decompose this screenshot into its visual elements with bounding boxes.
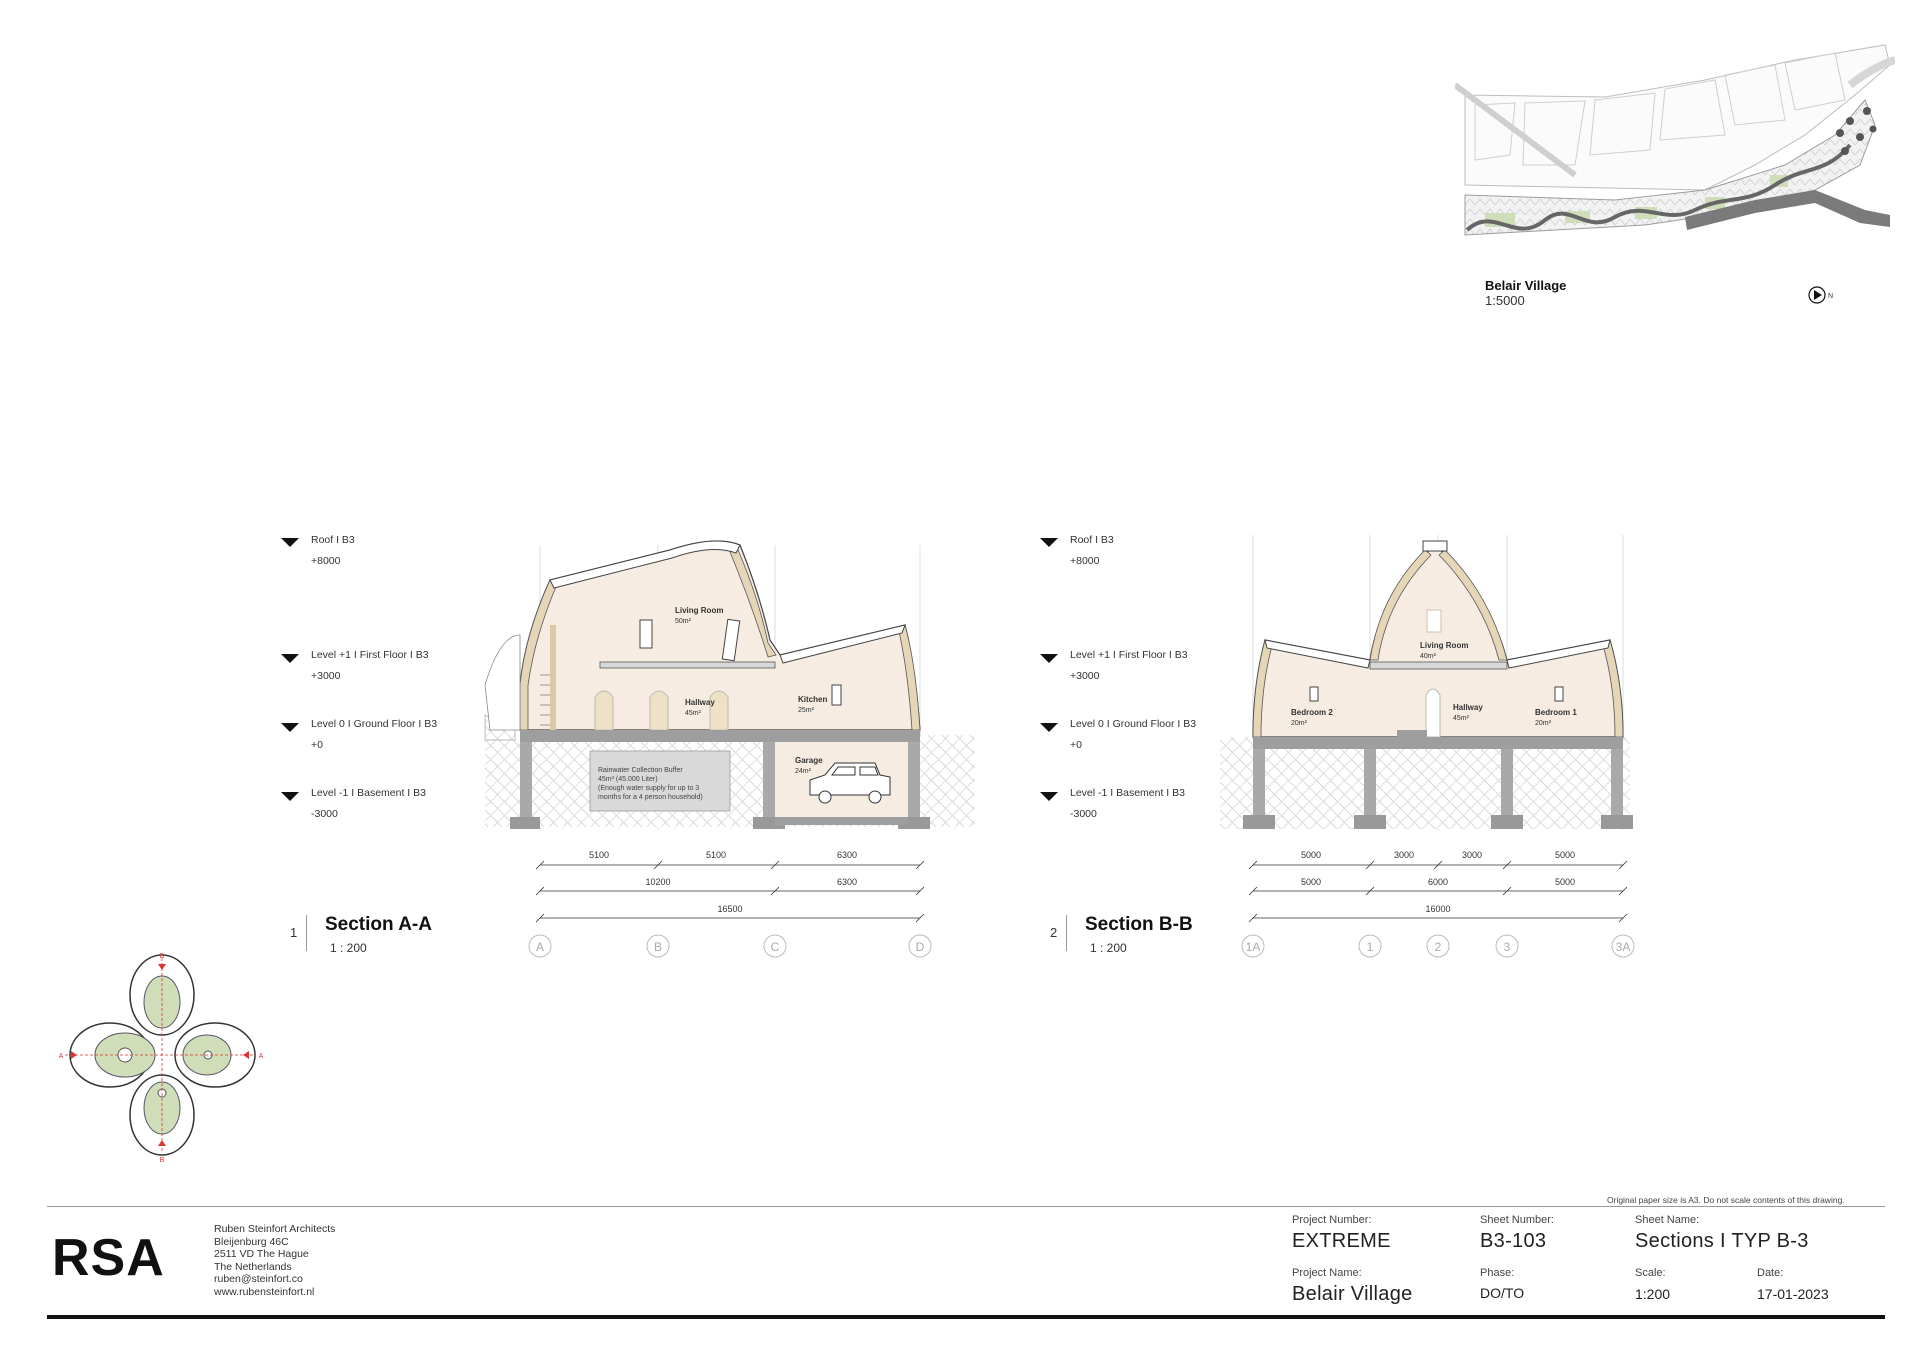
room-hallway-a: Hallway <box>685 698 715 707</box>
firm-street: Bleijenburg 46C <box>214 1235 289 1248</box>
project-name: Belair Village <box>1292 1283 1413 1305</box>
room-kitchen-a-area: 25m² <box>798 707 814 714</box>
dim-b-total: 16000 <box>1425 904 1451 914</box>
date-value: 17-01-2023 <box>1757 1286 1829 1302</box>
scale-label: Scale: <box>1635 1267 1666 1279</box>
firm-country: The Netherlands <box>214 1260 292 1273</box>
room-kitchen-a: Kitchen <box>798 695 828 704</box>
scale-value: 1:200 <box>1635 1286 1671 1302</box>
firm-website: www.rubensteinfort.nl <box>214 1285 315 1298</box>
dim-b-3: 3000 <box>1461 850 1483 860</box>
site-plan-title: Belair Village <box>1485 278 1567 293</box>
section-a-drawing <box>480 525 990 970</box>
grid-c: C <box>770 940 780 954</box>
section-a-divider <box>306 915 307 951</box>
north-label: N <box>1828 293 1834 300</box>
level-ground-value: +0 <box>311 739 323 751</box>
sheet-number: B3-103 <box>1480 1230 1547 1252</box>
level-marker-icon <box>1040 654 1058 663</box>
section-a-number: 1 <box>290 925 298 940</box>
room-hallway-b: Hallway <box>1453 703 1483 712</box>
key-label-b-top: B <box>159 953 165 960</box>
level-ground-value: +0 <box>1070 739 1082 751</box>
level-roof-value: +8000 <box>311 555 341 567</box>
room-garage-a-area: 24m² <box>795 768 811 775</box>
level-first-value: +3000 <box>311 670 341 682</box>
section-b-divider <box>1066 915 1067 951</box>
firm-email: ruben@steinfort.co <box>214 1273 303 1285</box>
key-plan <box>55 950 270 1165</box>
level-basement-value: -3000 <box>311 808 338 820</box>
grid-3: 3 <box>1503 940 1511 954</box>
dim-a-total: 16500 <box>717 904 743 914</box>
key-label-a-right: A <box>258 1053 264 1060</box>
room-living-a: Living Room <box>675 606 724 615</box>
firm-logo: RSA <box>52 1229 165 1287</box>
title-block-top-rule <box>47 1206 1885 1207</box>
level-basement-name: Level -1 I Basement I B3 <box>311 787 426 799</box>
level-marker-icon <box>1040 723 1058 732</box>
level-roof-name: Roof I B3 <box>1070 534 1114 546</box>
sheet-name: Sections I TYP B-3 <box>1635 1230 1809 1252</box>
dim-b-7: 5000 <box>1554 877 1576 887</box>
section-a-title: Section A-A <box>325 914 432 935</box>
level-first-value: +3000 <box>1070 670 1100 682</box>
level-marker-icon <box>1040 792 1058 801</box>
dim-b-2: 3000 <box>1393 850 1415 860</box>
dim-a-5: 6300 <box>836 877 858 887</box>
dim-a-1: 5100 <box>588 850 610 860</box>
title-block-bottom-rule <box>47 1315 1885 1319</box>
room-bedroom1-b-area: 20m² <box>1535 720 1551 727</box>
room-bedroom2-b-area: 20m² <box>1291 720 1307 727</box>
project-name-label: Project Name: <box>1292 1267 1362 1279</box>
north-arrow-icon <box>1809 287 1833 303</box>
grid-d: D <box>915 940 925 954</box>
dim-b-6: 6000 <box>1427 877 1449 887</box>
room-hallway-a-area: 45m² <box>685 710 701 717</box>
dim-b-4: 5000 <box>1554 850 1576 860</box>
level-marker-icon <box>281 792 299 801</box>
section-b-drawing <box>1215 525 1635 970</box>
level-basement-name: Level -1 I Basement I B3 <box>1070 787 1185 799</box>
firm-address <box>214 1223 335 1298</box>
grid-1: 1 <box>1366 940 1374 954</box>
room-living-b: Living Room <box>1420 641 1469 650</box>
section-b-number: 2 <box>1050 925 1058 940</box>
sheet-number-label: Sheet Number: <box>1480 1214 1554 1226</box>
section-a-scale: 1 : 200 <box>330 941 367 955</box>
key-label-b-bottom: B <box>159 1157 165 1164</box>
buffer-note-line4: months for a 4 person household) <box>598 794 703 801</box>
level-first-name: Level +1 I First Floor I B3 <box>1070 649 1188 661</box>
firm-postcode: 2511 VD The Hague <box>214 1248 309 1260</box>
buffer-note-line2: 45m³ (45.000 Liter) <box>598 776 658 783</box>
phase-label: Phase: <box>1480 1267 1515 1279</box>
key-label-a-left: A <box>58 1053 64 1060</box>
buffer-note-line1: Rainwater Collection Buffer <box>598 767 683 774</box>
level-marker-icon <box>281 654 299 663</box>
level-roof-value: +8000 <box>1070 555 1100 567</box>
section-b-title: Section B-B <box>1085 914 1193 935</box>
room-bedroom1-b: Bedroom 1 <box>1535 708 1577 717</box>
room-hallway-b-area: 45m² <box>1453 715 1469 722</box>
level-ground-name: Level 0 I Ground Floor I B3 <box>1070 718 1197 730</box>
dim-b-5: 5000 <box>1300 877 1322 887</box>
dim-b-1: 5000 <box>1300 850 1322 860</box>
phase: DO/TO <box>1480 1285 1525 1301</box>
scale-note: Original paper size is A3. Do not scale contents of this drawing. <box>1607 1195 1845 1205</box>
dim-a-3: 6300 <box>836 850 858 860</box>
firm-name: Ruben Steinfort Architects <box>214 1223 336 1235</box>
buffer-note-line3: (Enough water supply for up to 3 <box>598 785 700 792</box>
room-living-b-area: 40m² <box>1420 653 1436 660</box>
level-marker-icon <box>281 723 299 732</box>
grid-2: 2 <box>1434 940 1442 954</box>
room-living-a-area: 50m² <box>675 618 691 625</box>
project-number: EXTREME <box>1292 1230 1391 1252</box>
level-basement-value: -3000 <box>1070 808 1097 820</box>
level-first-name: Level +1 I First Floor I B3 <box>311 649 429 661</box>
level-marker-icon <box>281 538 299 547</box>
date-label: Date: <box>1757 1267 1784 1279</box>
room-bedroom2-b: Bedroom 2 <box>1291 708 1333 717</box>
room-garage-a: Garage <box>795 756 823 765</box>
grid-a: A <box>535 940 545 954</box>
level-marker-icon <box>1040 538 1058 547</box>
project-number-label: Project Number: <box>1292 1214 1372 1226</box>
level-roof-name: Roof I B3 <box>311 534 355 546</box>
site-plan <box>1455 25 1895 305</box>
grid-3a: 3A <box>1615 940 1631 954</box>
dim-a-2: 5100 <box>705 850 727 860</box>
site-plan-scale: 1:5000 <box>1485 293 1525 305</box>
dim-a-4: 10200 <box>645 877 671 887</box>
grid-1a: 1A <box>1245 940 1261 954</box>
grid-b: B <box>653 940 663 954</box>
section-b-scale: 1 : 200 <box>1090 941 1127 955</box>
level-ground-name: Level 0 I Ground Floor I B3 <box>311 718 438 730</box>
sheet-name-label: Sheet Name: <box>1635 1214 1700 1226</box>
